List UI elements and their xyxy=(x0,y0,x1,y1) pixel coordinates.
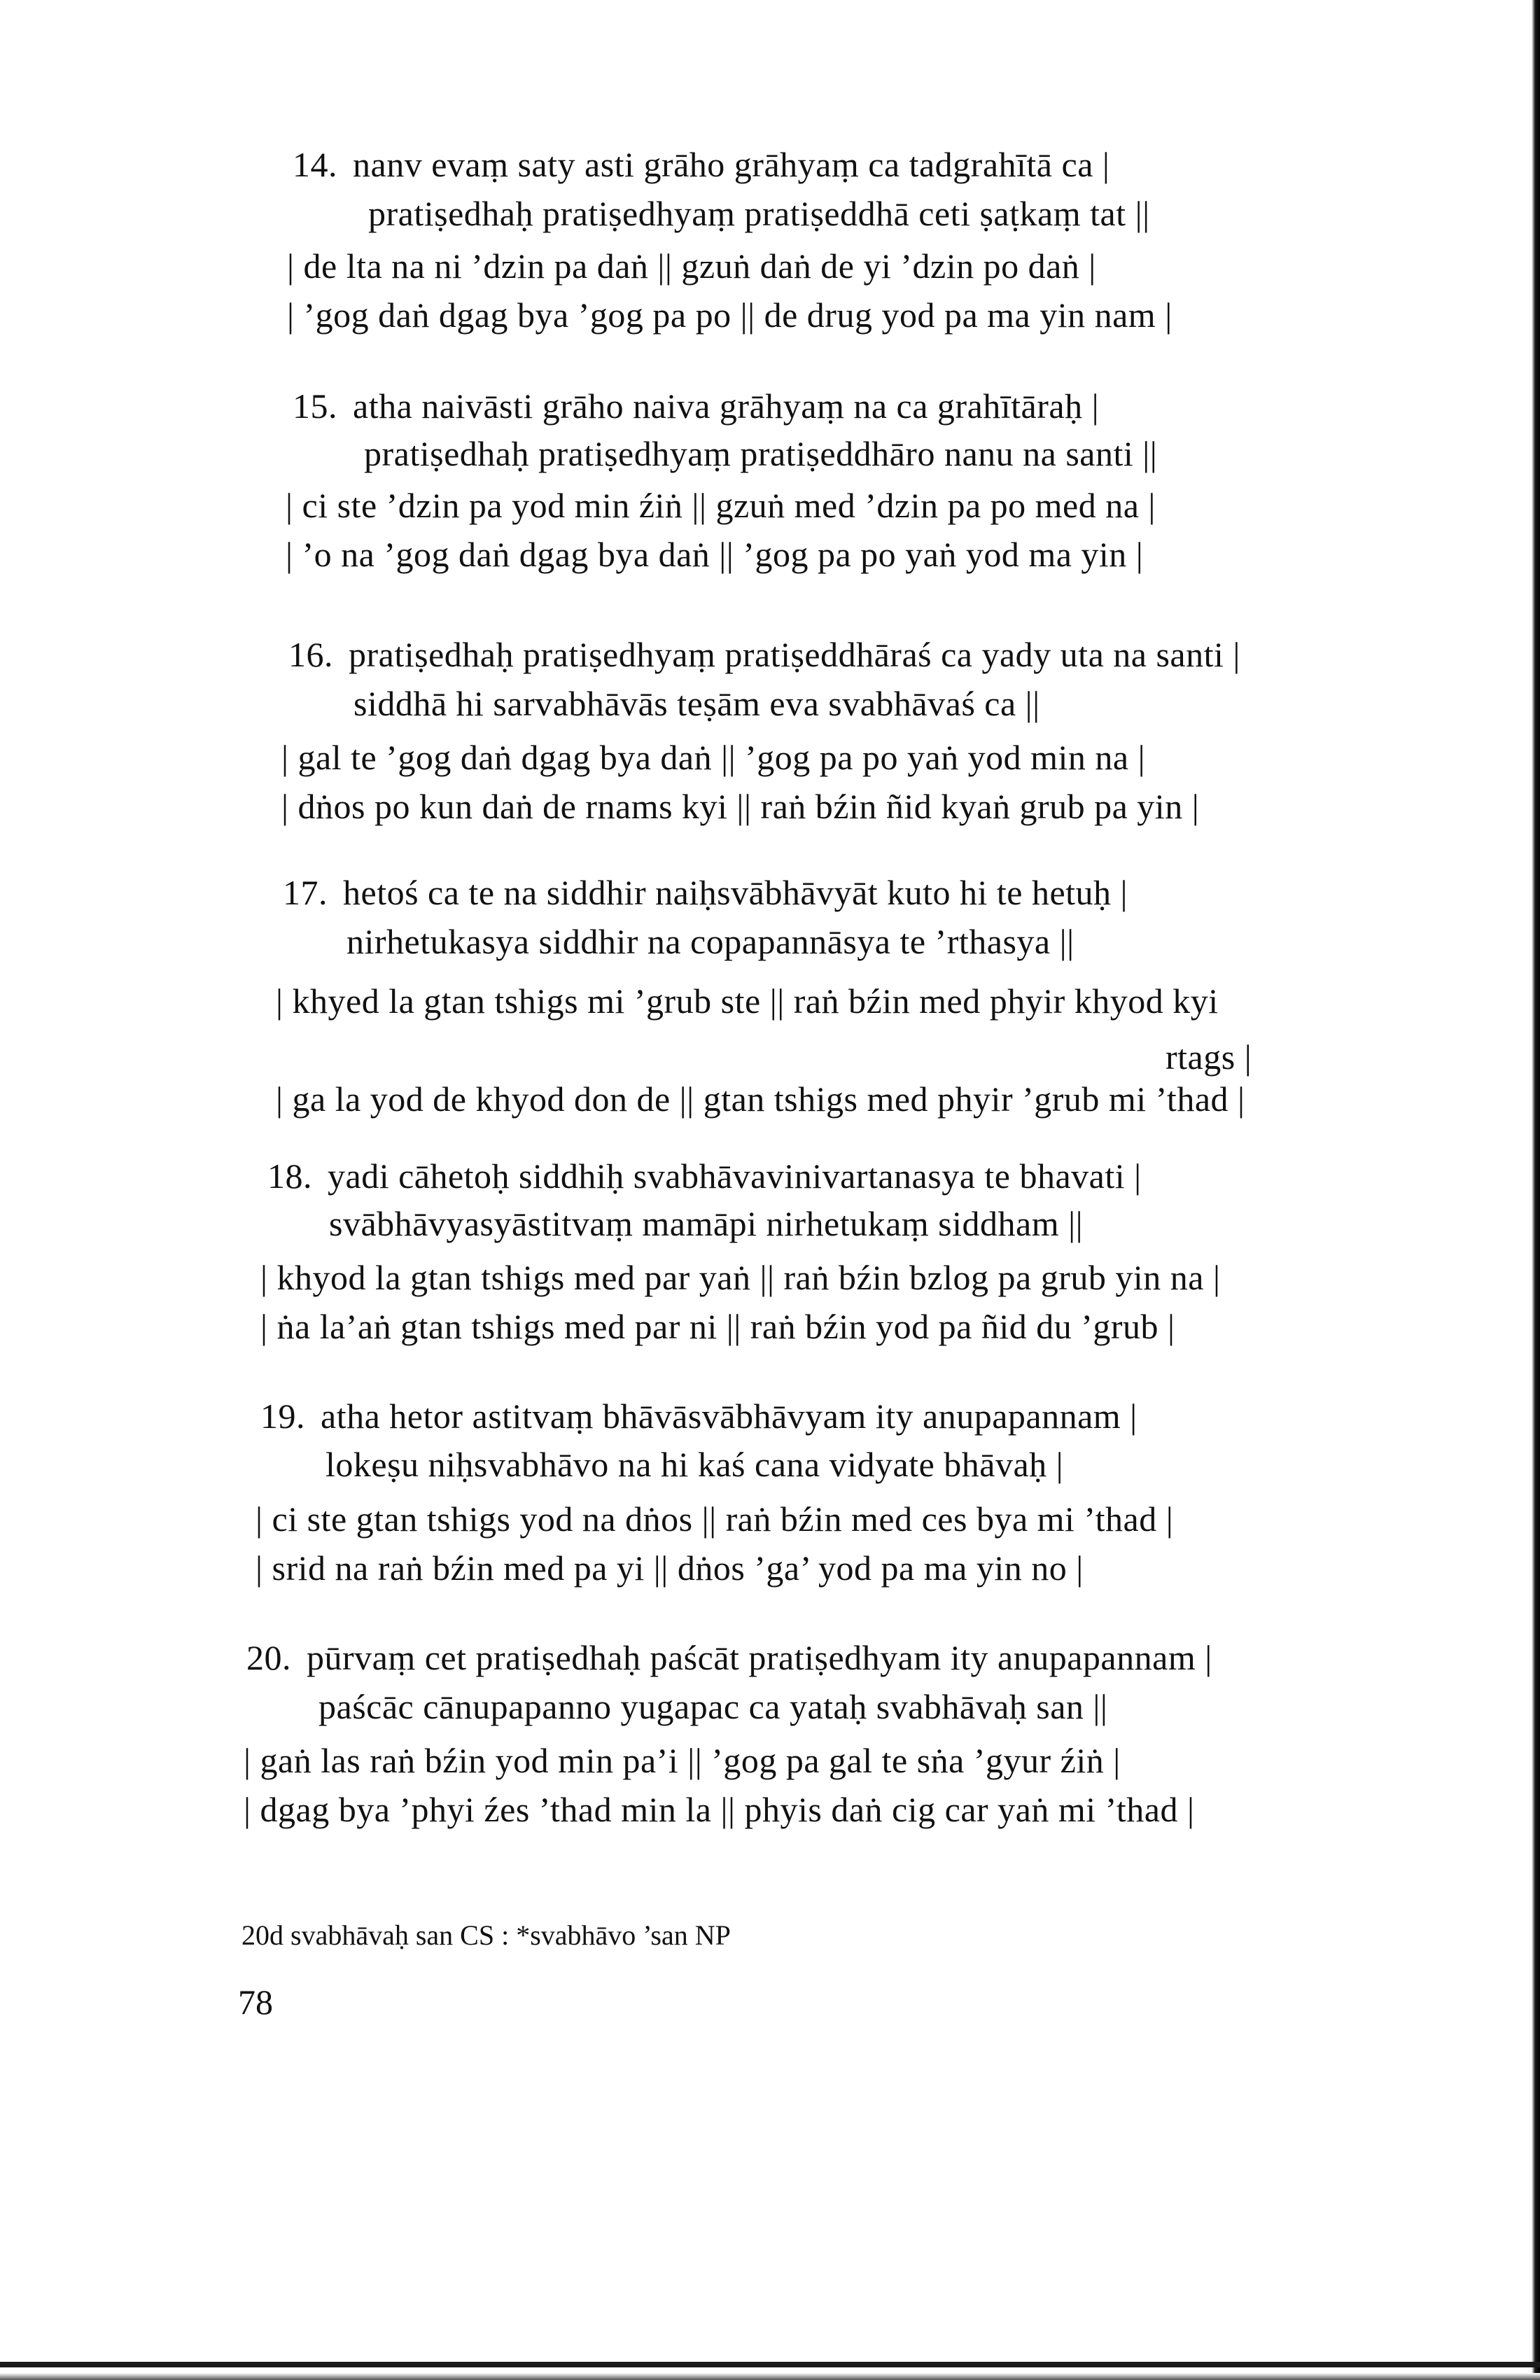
scan-bottom-shadow xyxy=(0,2373,1540,2380)
verse-16-tibetan-line-2: | dṅos po kun daṅ de rnams kyi || raṅ bźin ñid kyaṅ grub pa yin | xyxy=(281,787,1200,826)
verse-number: 18. xyxy=(267,1156,312,1196)
verse-14-tibetan-line-2: | ’gog daṅ dgag bya ’gog pa po || de drug yod pa ma yin nam | xyxy=(287,295,1172,335)
verse-20-sanskrit-line-1 xyxy=(246,1637,1212,1679)
verse-19-sanskrit-line-2: lokeṣu niḥsvabhāvo na hi kaś cana vidyate bhāvaḥ | xyxy=(326,1445,1064,1484)
sanskrit-text: hetoś ca te na siddhir naiḥsvābhāvyāt kuto hi te hetuḥ | xyxy=(343,873,1128,912)
verse-15-sanskrit-line-2: pratiṣedhaḥ pratiṣedhyaṃ pratiṣeddhāro nanu na santi || xyxy=(364,434,1158,473)
verse-18-sanskrit-line-1 xyxy=(267,1155,1142,1197)
sanskrit-text: atha hetor astitvaṃ bhāvāsvābhāvyam ity anupapannam | xyxy=(321,1396,1138,1436)
sanskrit-text: pūrvaṃ cet pratiṣedhaḥ paścāt pratiṣedhyam ity anupapannam | xyxy=(307,1638,1212,1677)
verse-15-sanskrit-line-1 xyxy=(293,385,1099,427)
scan-edge-shadow xyxy=(1532,0,1540,2380)
sanskrit-text: atha naivāsti grāho naiva grāhyaṃ na ca grahītāraḥ | xyxy=(353,386,1100,426)
verse-20-tibetan-line-2: | dgag bya ’phyi źes ’thad min la || phyis daṅ cig car yaṅ mi ’thad | xyxy=(244,1790,1195,1829)
sanskrit-text: nanv evaṃ saty asti grāho grāhyaṃ ca tadgrahītā ca | xyxy=(353,145,1110,184)
verse-20-sanskrit-line-2: paścāc cānupapanno yugapac ca yataḥ svabhāvaḥ san || xyxy=(318,1687,1108,1726)
verse-16-sanskrit-line-1 xyxy=(288,634,1240,676)
verse-14-tibetan-line-1: | de lta na ni ’dzin pa daṅ || gzuṅ daṅ de yi ’dzin po daṅ | xyxy=(287,246,1096,286)
verse-15-tibetan-line-1: | ci ste ’dzin pa yod min źiṅ || gzuṅ med ’dzin pa po med na | xyxy=(286,486,1156,525)
verse-17-tibetan-line-1-continuation: rtags | xyxy=(1166,1037,1252,1077)
page-number: 78 xyxy=(238,1982,273,2022)
verse-number: 14. xyxy=(293,145,337,184)
verse-number: 15. xyxy=(293,386,337,426)
verse-16-tibetan-line-1: | gal te ’gog daṅ dgag bya daṅ || ’gog pa po yaṅ yod min na | xyxy=(281,738,1146,777)
verse-14-sanskrit-line-2: pratiṣedhaḥ pratiṣedhyaṃ pratiṣeddhā ceti ṣaṭkaṃ tat || xyxy=(368,194,1150,233)
verse-number: 17. xyxy=(283,873,328,912)
verse-number: 20. xyxy=(246,1638,291,1677)
verse-19-tibetan-line-2: | srid na raṅ bźin med pa yi || dṅos ’ga’ yod pa ma yin no | xyxy=(255,1548,1084,1588)
sanskrit-text: pratiṣedhaḥ pratiṣedhyaṃ pratiṣeddhāraś ca yady uta na santi | xyxy=(349,635,1240,674)
verse-20-tibetan-line-1: | gaṅ las raṅ bźin yod min pa’i || ’gog pa gal te sṅa ’gyur źiṅ | xyxy=(244,1741,1121,1780)
verse-17-sanskrit-line-2: nirhetukasya siddhir na copapannāsya te ’rthasya || xyxy=(346,922,1074,961)
verse-17-tibetan-line-2: | ga la yod de khyod don de || gtan tshigs med phyir ’grub mi ’thad | xyxy=(276,1079,1245,1119)
verse-18-sanskrit-line-2: svābhāvyasyāstitvaṃ mamāpi nirhetukaṃ siddham || xyxy=(329,1204,1084,1243)
verse-19-tibetan-line-1: | ci ste gtan tshigs yod na dṅos || raṅ bźin med ces bya mi ’thad | xyxy=(255,1499,1174,1539)
verse-16-sanskrit-line-2: siddhā hi sarvabhāvās teṣām eva svabhāvaś ca || xyxy=(354,684,1040,723)
verse-17-tibetan-line-1: | khyed la gtan tshigs mi ’grub ste || raṅ bźin med phyir khyod kyi xyxy=(276,981,1219,1021)
verse-14-sanskrit-line-1 xyxy=(293,144,1110,186)
scan-bottom-rule xyxy=(0,2362,1540,2367)
sanskrit-text: yadi cāhetoḥ siddhiḥ svabhāvavinivartanasya te bhavati | xyxy=(328,1156,1142,1196)
verse-number: 19. xyxy=(260,1396,305,1436)
verse-17-sanskrit-line-1 xyxy=(283,872,1128,913)
verse-18-tibetan-line-2: | ṅa la’aṅ gtan tshigs med par ni || raṅ bźin yod pa ñid du ’grub | xyxy=(260,1307,1175,1346)
verse-15-tibetan-line-2: | ’o na ’gog daṅ dgag bya daṅ || ’gog pa po yaṅ yod ma yin | xyxy=(286,535,1144,574)
verse-18-tibetan-line-1: | khyod la gtan tshigs med par yaṅ || raṅ bźin bzlog pa grub yin na | xyxy=(260,1258,1221,1297)
footnote: 20d svabhāvaḥ san CS : *svabhāvo ’san NP xyxy=(241,1919,731,1951)
verse-number: 16. xyxy=(288,635,333,674)
verse-19-sanskrit-line-1 xyxy=(260,1395,1138,1437)
